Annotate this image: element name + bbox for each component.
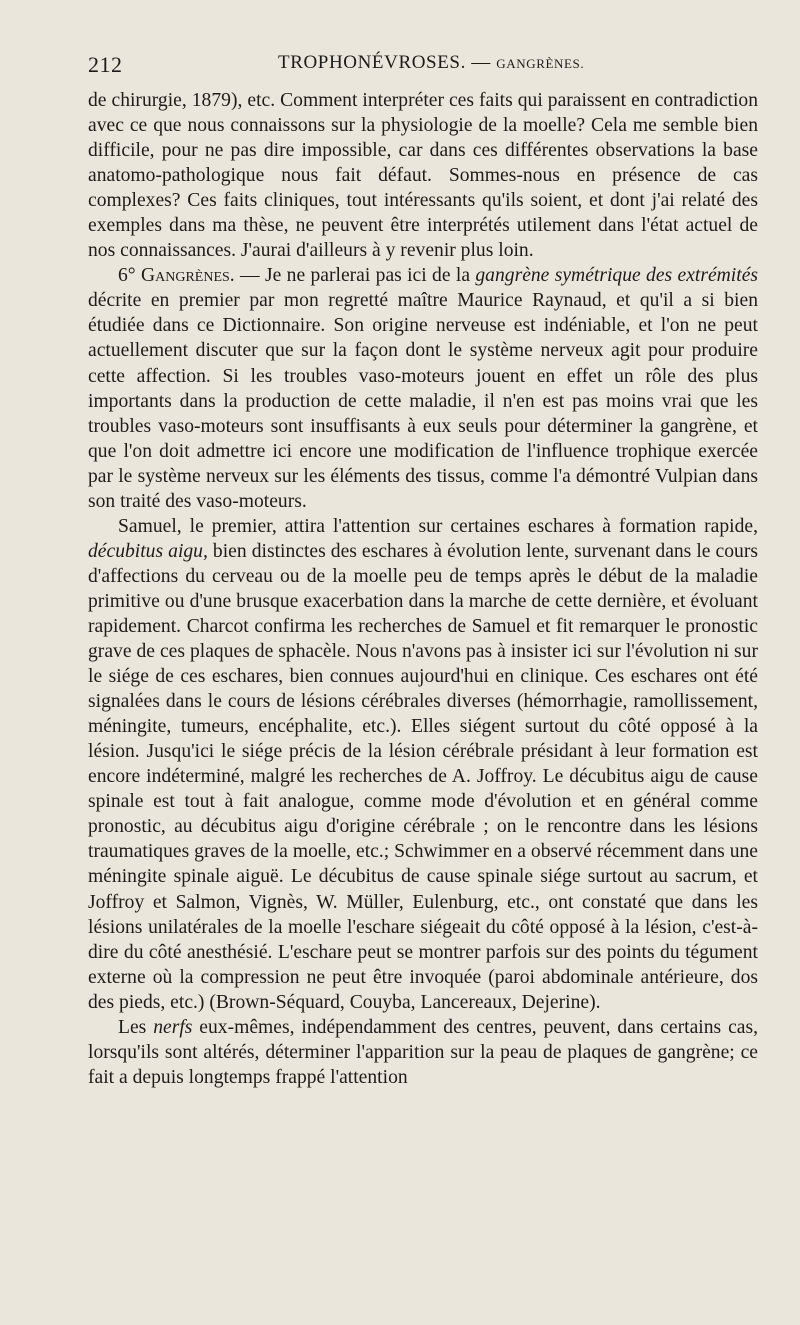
italic-term: nerfs — [153, 1016, 193, 1038]
paragraph-text: bien distinctes des eschares à évolution lente, survenant dans le cours d'affections du cerveau ou de la moelle peu de temps après le début de la maladie primitive ou d'une brusque exacerbation dans la marche de cette dernière, et évoluant rapidement. Charcot confirma les recherches de Samuel et fit remarquer le pronostic grave de ces plaques de sphacèle. Nous n'avons pas à insister ici sur l'évolution ni sur le siége de ces eschares, bien connues aujourd'hui en clinique. Ces eschares ont été signalées dans le cours de lésions cérébrales diverses (hémorrhagie, ramollissement, méningite, tumeurs, encéphalite, etc.). Elles siégent surtout du côté opposé à la lésion. Jusqu'ici le siége précis de la lésion cérébrale présidant à leur formation est encore indéterminé, malgré les recherches de A. Joffroy. Le décubitus aigu de cause spinale est tout à fait analogue, comme mode d'évolution et en général comme pronostic, au décubitus aigu d'origine cérébrale ; on le rencontre dans les lésions traumatiques graves de la moelle, etc.; Schwimmer en a observé récemment dans une méningite spinale aiguë. Le décubitus de cause spinale siége surtout au sacrum, et Joffroy et Salmon, Vignès, W. Müller, Eulenburg, etc., ont constaté que dans les lésions unilatérales de la moelle l'eschare siégeait du côté opposé à la lésion, c'est-à-dire du côté anesthésié. L'eschare peut se montrer parfois sur des points du tégument externe où la compression ne peut être invoquée (paroi abdominale antérieure, dos des pieds, etc.) (Brown-Séquard, Couyba, Lancereaux, Dejerine). — [88, 540, 758, 1013]
running-header — [88, 52, 760, 86]
running-title-main: TROPHONÉVROSES. — — [278, 52, 491, 73]
paragraph-1 — [88, 88, 758, 263]
paragraph-text: eux-mêmes, indépendamment des centres, peuvent, dans certains cas, lorsqu'ils sont altérés, déterminer l'apparition sur la peau de plaques de gangrène; ce fait a depuis longtemps frappé l'attention — [88, 1016, 758, 1088]
paragraph-2 — [88, 263, 758, 513]
running-title — [278, 52, 584, 74]
paragraph-text: Les — [118, 1016, 154, 1038]
italic-term: décubitus aigu, — [88, 540, 208, 562]
italic-term: gangrène symétrique des extrémités — [475, 265, 759, 287]
paragraph-text: de chirurgie, 1879), etc. Comment interpréter ces faits qui paraissent en contradiction avec ce que nous connaissons sur la physiologie de la moelle? Cela me semble bien difficile, pour ne pas dire impossible, car dans ces différentes observations la base anatomo-pathologique nous fait défaut. Sommes-nous en présence de cas complexes? Ces faits cliniques, tout intéressants qu'ils soient, et dont j'ai relaté des exemples dans ma thèse, ne peuvent être interprétés utilement dans l'état actuel de nos connaissances. J'aurai d'ailleurs à y revenir plus loin. — [88, 90, 758, 262]
running-title-section: GANGRÈNES. — [496, 56, 585, 71]
paragraph-3 — [88, 514, 758, 1015]
paragraph-text: — Je ne parlerai pas ici de la — [234, 265, 476, 287]
paragraph-text: Samuel, le premier, attira l'attention sur certaines eschares à formation rapide, — [118, 515, 758, 537]
paragraph-4 — [88, 1015, 758, 1090]
paragraph-text: décrite en premier par mon regretté maître Maurice Raynaud, et qu'il a si bien étudiée dans ce Dictionnaire. Son origine nerveuse est indéniable, et l'on ne peut actuellement discuter que sur la façon dont le système nerveux agit pour produire cette affection. Si les troubles vaso-moteurs jouent en effet un rôle des plus importants dans la production de cette maladie, il n'en est pas moins vrai que les troubles vaso-moteurs sont insuffisants à eux seuls pour déterminer la gangrène, et que l'on doit admettre ici encore une modification de l'influence trophique exercée par le système nerveux sur les éléments des tissus, comme l'a démontré Vulpian dans son traité des vaso-moteurs. — [88, 290, 758, 512]
page-number: 212 — [88, 52, 123, 77]
body-text — [88, 88, 758, 1090]
section-heading: Gangrènes. — [140, 265, 235, 287]
section-number: 6° — [118, 265, 141, 287]
